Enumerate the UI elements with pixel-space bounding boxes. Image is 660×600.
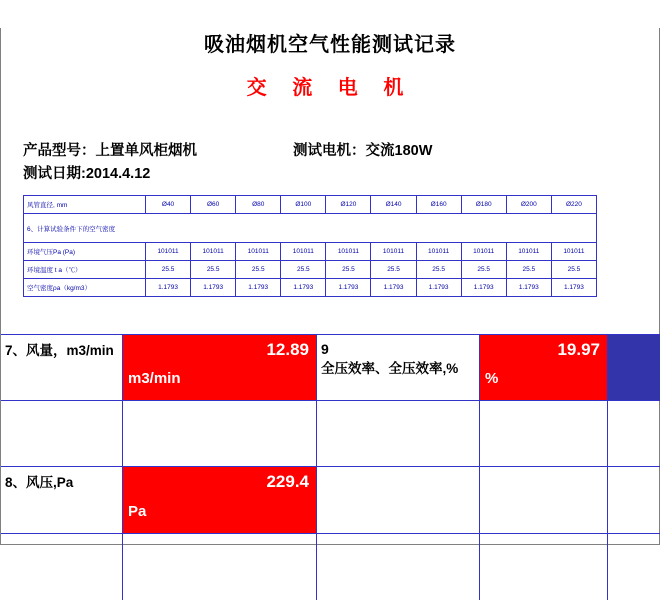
row-label: 环境温度 t a（℃） — [24, 261, 146, 279]
blank-cell — [123, 401, 317, 466]
test-date-label: 测试日期:2014.4.12 — [23, 166, 151, 182]
table-header-cell: Ø100 — [281, 196, 326, 214]
blank-cell — [608, 534, 660, 600]
table-cell: 1.1793 — [236, 279, 281, 297]
pressure-unit: Pa — [128, 503, 147, 520]
test-motor-label: 测试电机：交流180W — [293, 143, 433, 159]
table-header-cell: Ø40 — [146, 196, 191, 214]
table-note-row — [24, 214, 597, 243]
row-label: 空气密度ρa（kg/m3） — [24, 279, 146, 297]
blank-row — [1, 401, 660, 467]
table-cell: 101011 — [506, 243, 551, 261]
product-model-label: 产品型号：上置单风柜烟机 — [23, 143, 197, 159]
table-cell: 1.1793 — [416, 279, 461, 297]
info-row-date — [23, 163, 659, 186]
pressure-blank-far-right — [608, 467, 660, 533]
table-cell: 25.5 — [146, 261, 191, 279]
blank-cell — [608, 401, 660, 466]
table-cell: 1.1793 — [281, 279, 326, 297]
flow-value: 12.89 — [266, 340, 309, 359]
bottom-blank-cells — [1, 534, 660, 600]
table-cell: 1.1793 — [461, 279, 506, 297]
table-cell: 101011 — [236, 243, 281, 261]
table-header-cell: 风管直径, mm — [24, 196, 146, 214]
document-page — [0, 28, 660, 545]
pressure-value: 229.4 — [266, 472, 309, 491]
table-cell: 1.1793 — [191, 279, 236, 297]
table-header-cell: Ø60 — [191, 196, 236, 214]
air-density-table — [23, 195, 597, 297]
data-table-wrapper — [1, 195, 659, 297]
table-cell: 101011 — [191, 243, 236, 261]
table-header-cell: Ø140 — [371, 196, 416, 214]
blank-cell — [1, 534, 123, 600]
table-cell: 101011 — [146, 243, 191, 261]
table-cell: 1.1793 — [146, 279, 191, 297]
pressure-value-cell — [123, 467, 317, 533]
blank-cell — [480, 401, 608, 466]
table-header-cell: Ø180 — [461, 196, 506, 214]
table-cell: 101011 — [371, 243, 416, 261]
table-cell: 25.5 — [281, 261, 326, 279]
blank-cell — [317, 401, 480, 466]
table-cell: 25.5 — [236, 261, 281, 279]
bottom-blank-row — [1, 534, 660, 600]
table-cell: 1.1793 — [551, 279, 596, 297]
info-row-model — [23, 140, 659, 163]
table-cell: 25.5 — [506, 261, 551, 279]
table-header-cell: Ø220 — [551, 196, 596, 214]
table-cell: 25.5 — [416, 261, 461, 279]
table-cell: 101011 — [461, 243, 506, 261]
pressure-blank-mid — [317, 467, 480, 533]
table-row — [24, 261, 597, 279]
table-cell: 101011 — [551, 243, 596, 261]
table-cell: 101011 — [326, 243, 371, 261]
efficiency-unit: % — [485, 370, 499, 387]
table-header-cell: Ø120 — [326, 196, 371, 214]
pressure-blank-right — [480, 467, 608, 533]
page-title: 吸油烟机空气性能测试记录 — [204, 34, 456, 56]
table-header-cell: Ø200 — [506, 196, 551, 214]
table-row — [24, 279, 597, 297]
table-cell: 25.5 — [191, 261, 236, 279]
flow-label: 7、风量，m3/min — [1, 335, 123, 400]
table-cell: 101011 — [281, 243, 326, 261]
table-note-cell: 6、计算试验条件下的空气密度 — [24, 214, 597, 243]
pressure-row — [1, 467, 660, 534]
table-cell: 25.5 — [326, 261, 371, 279]
blank-cell — [1, 401, 123, 466]
blank-cell — [317, 534, 480, 600]
flow-unit: m3/min — [128, 370, 181, 387]
results-section — [1, 334, 660, 600]
table-cell: 1.1793 — [506, 279, 551, 297]
blue-block — [608, 335, 660, 400]
table-cell: 1.1793 — [326, 279, 371, 297]
efficiency-index: 9 — [321, 341, 329, 357]
efficiency-label: 全压效率、全压效率,% — [321, 361, 459, 376]
pressure-label: 8、风压,Pa — [1, 467, 123, 533]
page-subtitle: 交 流 电 机 — [246, 77, 414, 99]
efficiency-value-cell — [480, 335, 608, 400]
efficiency-label-cell — [317, 335, 480, 400]
blank-cell — [123, 534, 317, 600]
table-cell: 25.5 — [551, 261, 596, 279]
table-cell: 25.5 — [461, 261, 506, 279]
efficiency-value: 19.97 — [557, 340, 600, 359]
info-block — [1, 140, 659, 186]
blank-row-cells — [1, 401, 660, 466]
table-header-row — [24, 196, 597, 214]
row-label: 环境气压Pa (Pa) — [24, 243, 146, 261]
blank-cell — [480, 534, 608, 600]
flow-row — [1, 334, 660, 401]
table-row — [24, 243, 597, 261]
table-header-cell: Ø80 — [236, 196, 281, 214]
table-cell: 101011 — [416, 243, 461, 261]
table-header-cell: Ø160 — [416, 196, 461, 214]
table-cell: 1.1793 — [371, 279, 416, 297]
flow-value-cell — [123, 335, 317, 400]
table-cell: 25.5 — [371, 261, 416, 279]
